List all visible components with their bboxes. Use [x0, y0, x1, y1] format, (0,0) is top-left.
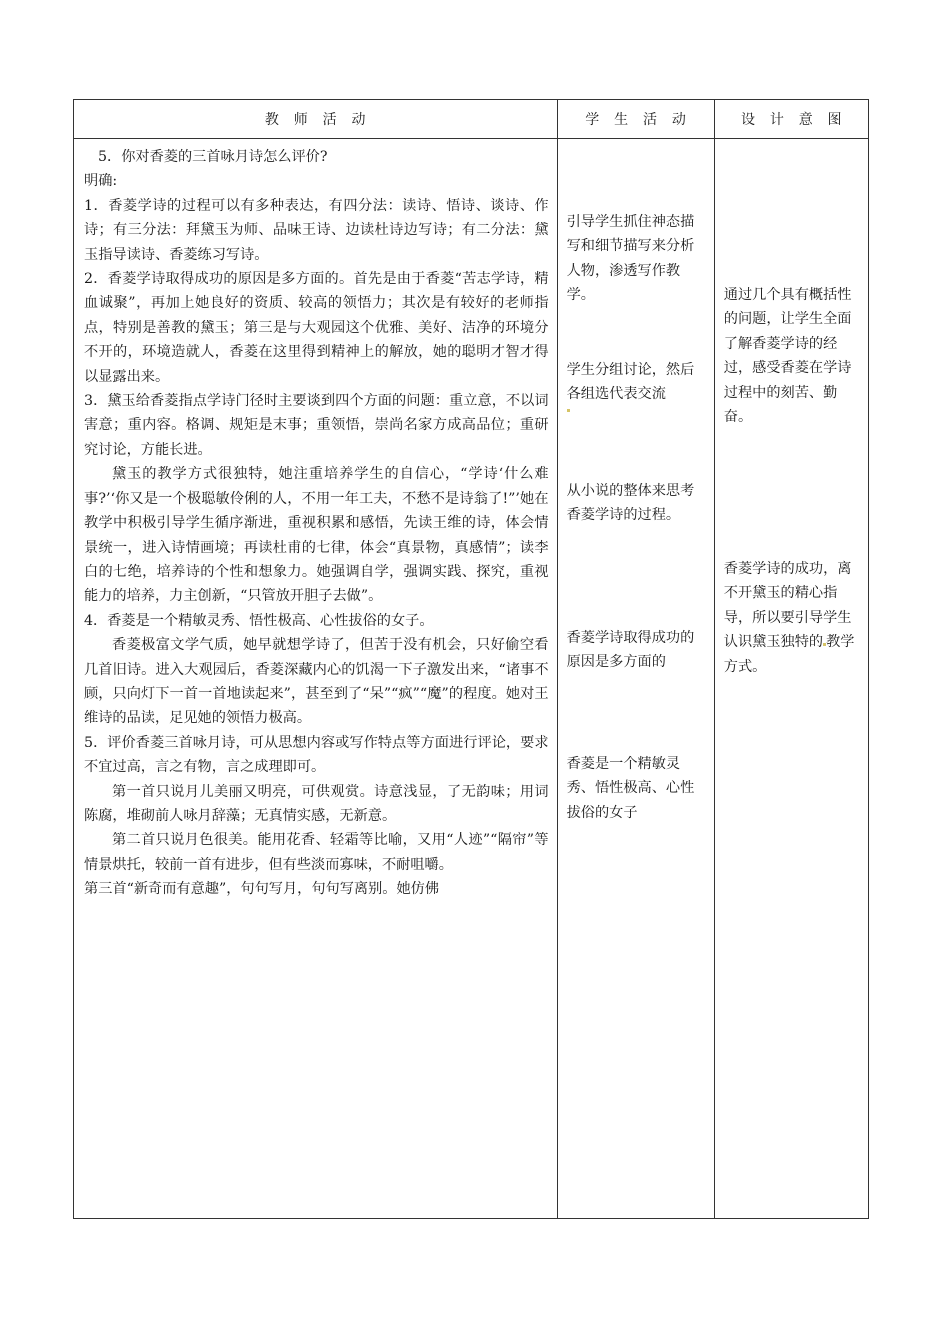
- answer-label: 明确:: [84, 173, 118, 190]
- answer-point-4-detail: 香菱极富文学气质，她早就想学诗了，但苦于没有机会，只好偷空看几首旧诗。进入大观园后，香菱深藏内心的饥渴一下子激发出来，“诸事不顾，只向灯下一首一首地读起来”，甚至到了“呆”“疯”“魔”的程度。她对王维诗的品读，足见她的领悟力极高。: [84, 637, 549, 727]
- question-5: 5．你对香菱的三首咏月诗怎么评价?: [98, 149, 328, 165]
- design-note-2: [724, 557, 864, 679]
- answer-point-5: 5．评价香菱三首咏月诗，可从思想内容或写作特点等方面进行评论，要求不宜过高，言之有物，言之成理即可。: [84, 734, 549, 776]
- lesson-plan-table: [73, 99, 869, 1219]
- student-note-3: 从小说的整体来思考香菱学诗的过程。: [566, 483, 695, 524]
- student-note-2: 学生分组讨论，然后各组选代表交流: [566, 362, 695, 403]
- answer-point-3-detail: 黛玉的教学方式很独特，她注重培养学生的自信心，“学诗‘什么难事?’‘你又是一个极聪敏伶俐的人，不用一年工夫，不愁不是诗翁了!”’她在教学中积极引导学生循序渐进，重视积累和感悟，先读王维的诗，体会情景统一，进入诗情画境；再读杜甫的七律，体会“真景物，真感情”；读李白的七绝，培养诗的个性和想象力。她强调自学，强调实践、探究，重视能力的培养，力主创新，“只管放开胆子去做”。: [84, 466, 549, 605]
- answer-point-3: 3．黛玉给香菱指点学诗门径时主要谈到四个方面的问题：重立意，不以词害意；重内容。格调、规矩是末事；重领悟，崇尚名家方成高品位；重研究讨论，方能长进。: [84, 393, 549, 458]
- poem-1-review: 第一首只说月儿美丽又明亮，可供观赏。诗意浅显，了无韵味；用词陈腐，堆砌前人咏月辞藻；无真情实感，无新意。: [84, 783, 549, 824]
- student-note-4: 香菱学诗取得成功的原因是多方面的: [566, 630, 695, 671]
- teacher-activity-cell: [74, 139, 558, 1219]
- design-intent-cell: [714, 139, 868, 1219]
- poem-3-review: 第三首“新奇而有意趣”，句句写月，句句写离别。她仿佛: [84, 881, 440, 898]
- header-row: [74, 100, 869, 139]
- teacher-activity-header: 教 师 活 动: [74, 100, 558, 139]
- content-row: [74, 139, 869, 1219]
- answer-point-1: 1．香菱学诗的过程可以有多种表达，有四分法：读诗、悟诗、谈诗、作诗；有三分法：拜黛玉为师、品味王诗、边读杜诗边写诗；有二分法：黛玉指导读诗、香菱练习写诗。: [84, 197, 549, 263]
- student-activity-header: 学 生 活 动: [557, 100, 714, 139]
- scan-mark: [567, 409, 570, 412]
- student-note-5: 香菱是一个精敏灵秀、悟性极高、心性拔俗的女子: [566, 756, 695, 821]
- design-intent-header: 设 计 意 图: [714, 100, 868, 139]
- design-note-2-end: 教学方式。: [723, 634, 855, 675]
- student-note-1: 引导学生抓住神态描写和细节描写来分析人物，渗透写作教学。: [566, 214, 695, 304]
- answer-point-2: 2．香菱学诗取得成功的原因是多方面的。首先是由于香菱“苦志学诗，精血诚聚”，再加上她良好的资质、较高的领悟力；其次是有较好的老师指点，特别是善教的黛玉；第三是与大观园这个优雅、美好、洁净的环境分不开的，环境造就人，香菱在这里得到精神上的解放，她的聪明才智才得以显露出来。: [84, 271, 549, 385]
- student-activity-cell: [557, 139, 714, 1219]
- design-note-1: 通过几个具有概括性的问题，让学生全面了解香菱学诗的经过，感受香菱在学诗过程中的刻苦、勤奋。: [723, 287, 852, 426]
- poem-2-review: 第二首只说月色很美。能用花香、轻霜等比喻，又用“人迹”“隔帘”等情景烘托，较前一首有进步，但有些淡而寡味，不耐咀嚼。: [84, 832, 549, 873]
- answer-point-4: 4．香菱是一个精敏灵秀、悟性极高、心性拔俗的女子。: [84, 612, 434, 629]
- design-note-2-text: 香菱学诗的成功，离不开黛玉的精心指导，所以要引导学生认识黛玉独特的: [723, 561, 852, 651]
